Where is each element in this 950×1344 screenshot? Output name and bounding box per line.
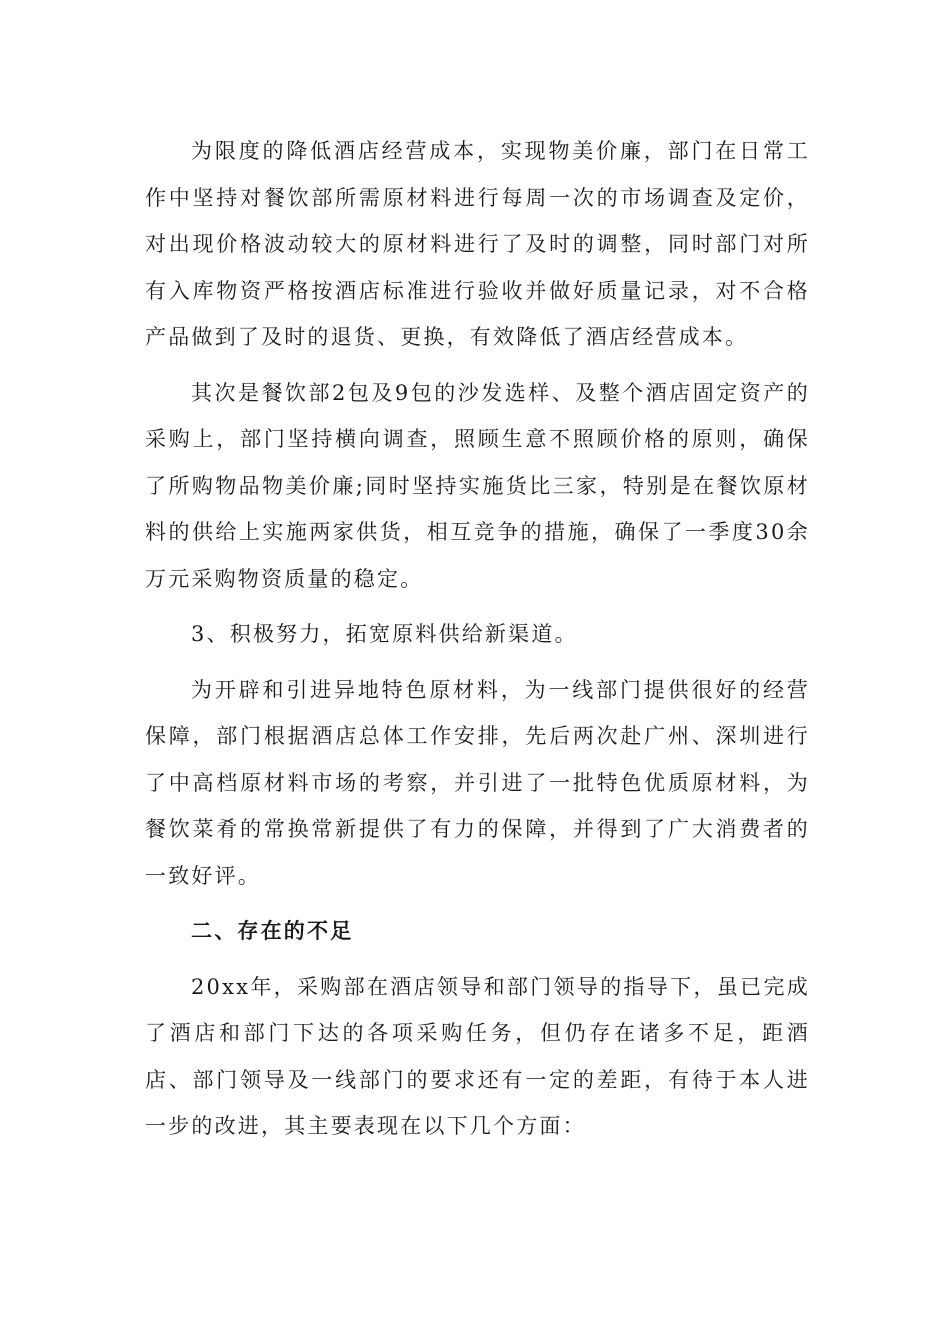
paragraph-new-channels: 为开辟和引进异地特色原材料，为一线部门提供很好的经营保障，部门根据酒店总体工作安排，先后两次赴广州、深圳进行了中高档原材料市场的考察，并引进了一批特色优质原材料，为餐饮菜肴的常换常新提供了有力的保障，并得到了广大消费者的一致好评。 [145, 677, 810, 888]
section-3-title: 3、积极努力，拓宽原料供给新渠道。 [191, 622, 578, 646]
document-page [145, 128, 810, 1150]
paragraph-shortcomings: 20xx年，采购部在酒店领导和部门领导的指导下，虽已完成了酒店和部门下达的各项采购任务，但仍存在诸多不足，距酒店、部门领导及一线部门的要求还有一定的差距，有待于本人进一步的改进，其主要表现在以下几个方面： [145, 974, 810, 1138]
paragraph-cost-reduction: 为限度的降低酒店经营成本，实现物美价廉，部门在日常工作中坚持对餐饮部所需原材料进行每周一次的市场调查及定价，对出现价格波动较大的原材料进行了及时的调整，同时部门对所有入库物资严格按酒店标准进行验收并做好质量记录，对不合格产品做到了及时的退货、更换，有效降低了酒店经营成本。 [145, 139, 810, 349]
section-2-heading: 二、存在的不足 [191, 918, 354, 943]
paragraph-sofa-procurement: 其次是餐饮部2包及9包的沙发选样、及整个酒店固定资产的采购上，部门坚持横向调查，照顾生意不照顾价格的原则，确保了所购物品物美价廉;同时坚持实施货比三家，特别是在餐饮原材料的供给上实施两家供货，相互竞争的措施，确保了一季度30余万元采购物资质量的稳定。 [145, 380, 810, 591]
